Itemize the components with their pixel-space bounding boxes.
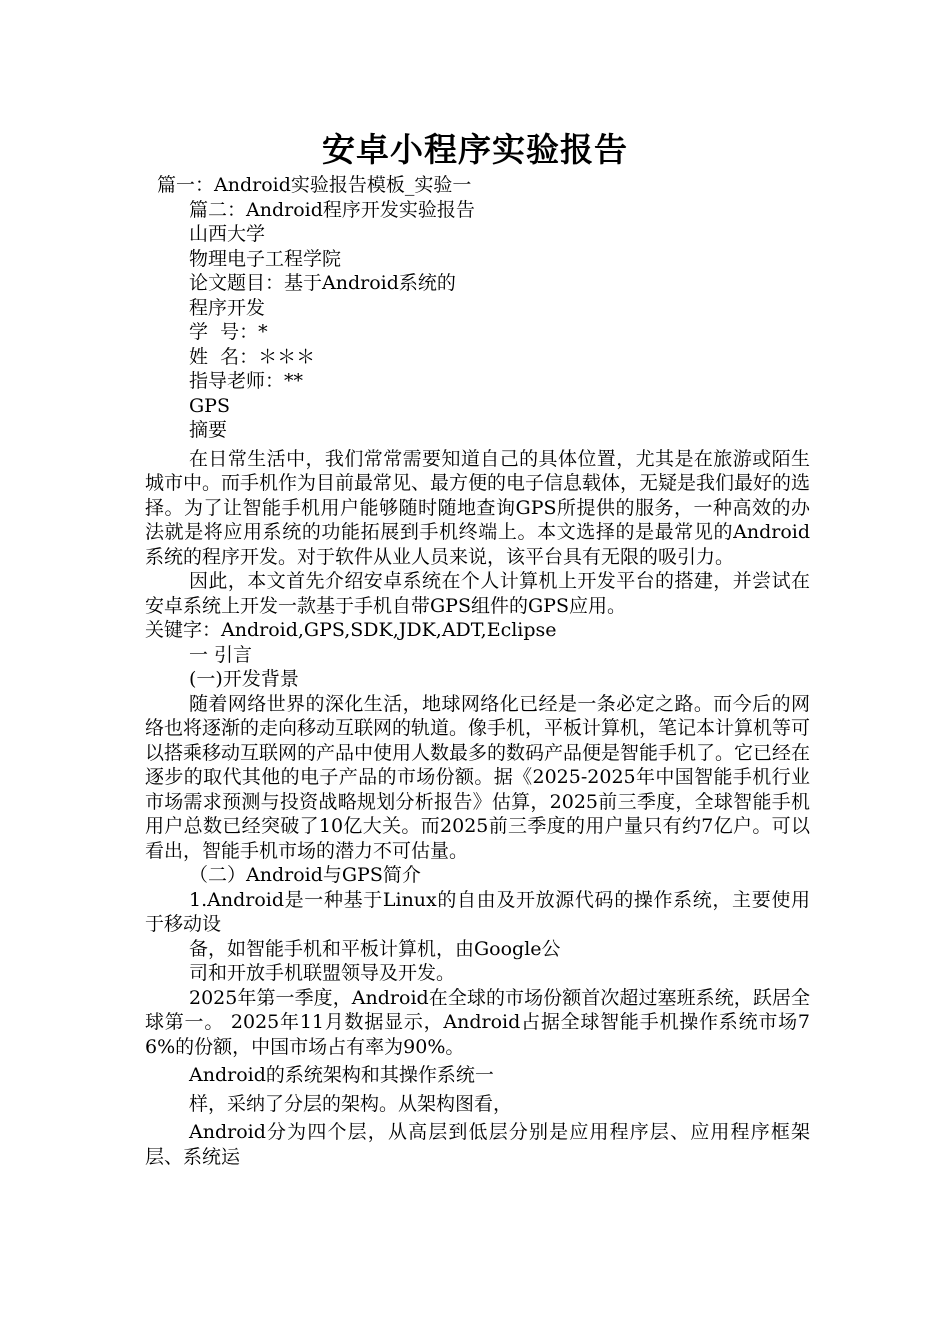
abstract-paragraph-1: 在日常生活中，我们常常需要知道自己的具体位置，尤其是在旅游或陌生城市中。而手机作为目前最常见、最方便的电子信息载体，无疑是我们最好的选择。为了让智能手机用户能够随时随地查询GPS所提供的服务，一种高效的办法就是将应用系统的功能拓展到手机终端上。本文选择的是最常见的Android系统的程序开发。对于软件从业人员来说，该平台具有无限的吸引力。 [145, 447, 811, 568]
line-advisor: 指导老师：** [189, 370, 304, 392]
architecture-line-2: 样，采纳了分层的架构。从架构图看， [189, 1092, 513, 1115]
document-title: 安卓小程序实验报告 [322, 130, 628, 169]
android-intro-line-2: 备，如智能手机和平板计算机，由Google公 [189, 937, 561, 960]
background-paragraph: 随着网络世界的深化生活，地球网络化已经是一条必定之路。而今后的网络也将逐渐的走向移动互联网的轨道。像手机，平板计算机，笔记本计算机等可以搭乘移动互联网的产品中使用人数最多的数码产品便是智能手机了。它已经在逐步的取代其他的电子产品的市场份额。据《2025-2025年中国智能手机行业市场需求预测与投资战略规划分析报告》估算，2025前三季度，全球智能手机用户总数已经突破了10亿大关。而2025前三季度的用户量只有约7亿户。可以看出，智能手机市场的潜力不可估量。 [145, 692, 811, 862]
android-intro-paragraph: 1.Android是一种基于Linux的自由及开放源代码的操作系统，主要使用于移动设 [145, 888, 810, 935]
abstract-heading: 摘要 [189, 419, 228, 441]
line-part-one: 篇一：Android实验报告模板_实验一 [157, 174, 472, 196]
line-student-id: 学 号：* [189, 321, 268, 343]
keywords-line: 关键字：Android,GPS,SDK,JDK,ADT,Eclipse [145, 619, 557, 641]
line-thesis-topic: 论文题目：基于Android系统的 [189, 272, 456, 294]
subsection-background-heading: (一)开发背景 [189, 668, 299, 690]
line-thesis-topic-cont: 程序开发 [189, 296, 266, 319]
line-part-two: 篇二：Android程序开发实验报告 [189, 198, 475, 221]
line-college: 物理电子工程学院 [189, 247, 342, 270]
document-body [145, 173, 810, 1169]
section-intro-heading: 一 引言 [189, 643, 253, 666]
line-gps: GPS [189, 394, 230, 417]
market-share-paragraph: 2025年第一季度，Android在全球的市场份额首次超过塞班系统，跃居全球第一。 2025年11月数据显示，Android占据全球智能手机操作系统市场76%的份额，中国市场占有率为90%。 [145, 986, 810, 1058]
abstract-paragraph-2: 因此，本文首先介绍安卓系统在个人计算机上开发平台的搭建，并尝试在安卓系统上开发一款基于手机自带GPS组件的GPS应用。 [145, 570, 810, 617]
line-student-name: 姓 名：＊＊＊ [189, 345, 316, 368]
architecture-line-1: Android的系统架构和其操作系统一 [189, 1064, 494, 1086]
android-intro-line-3: 司和开放手机联盟领导及开发。 [189, 962, 456, 984]
line-university: 山西大学 [189, 223, 266, 245]
subsection-android-gps-heading: （二）Android与GPS简介 [189, 864, 421, 886]
architecture-paragraph: Android分为四个层，从高层到低层分别是应用程序层、应用程序框架层、系统运 [145, 1121, 810, 1168]
